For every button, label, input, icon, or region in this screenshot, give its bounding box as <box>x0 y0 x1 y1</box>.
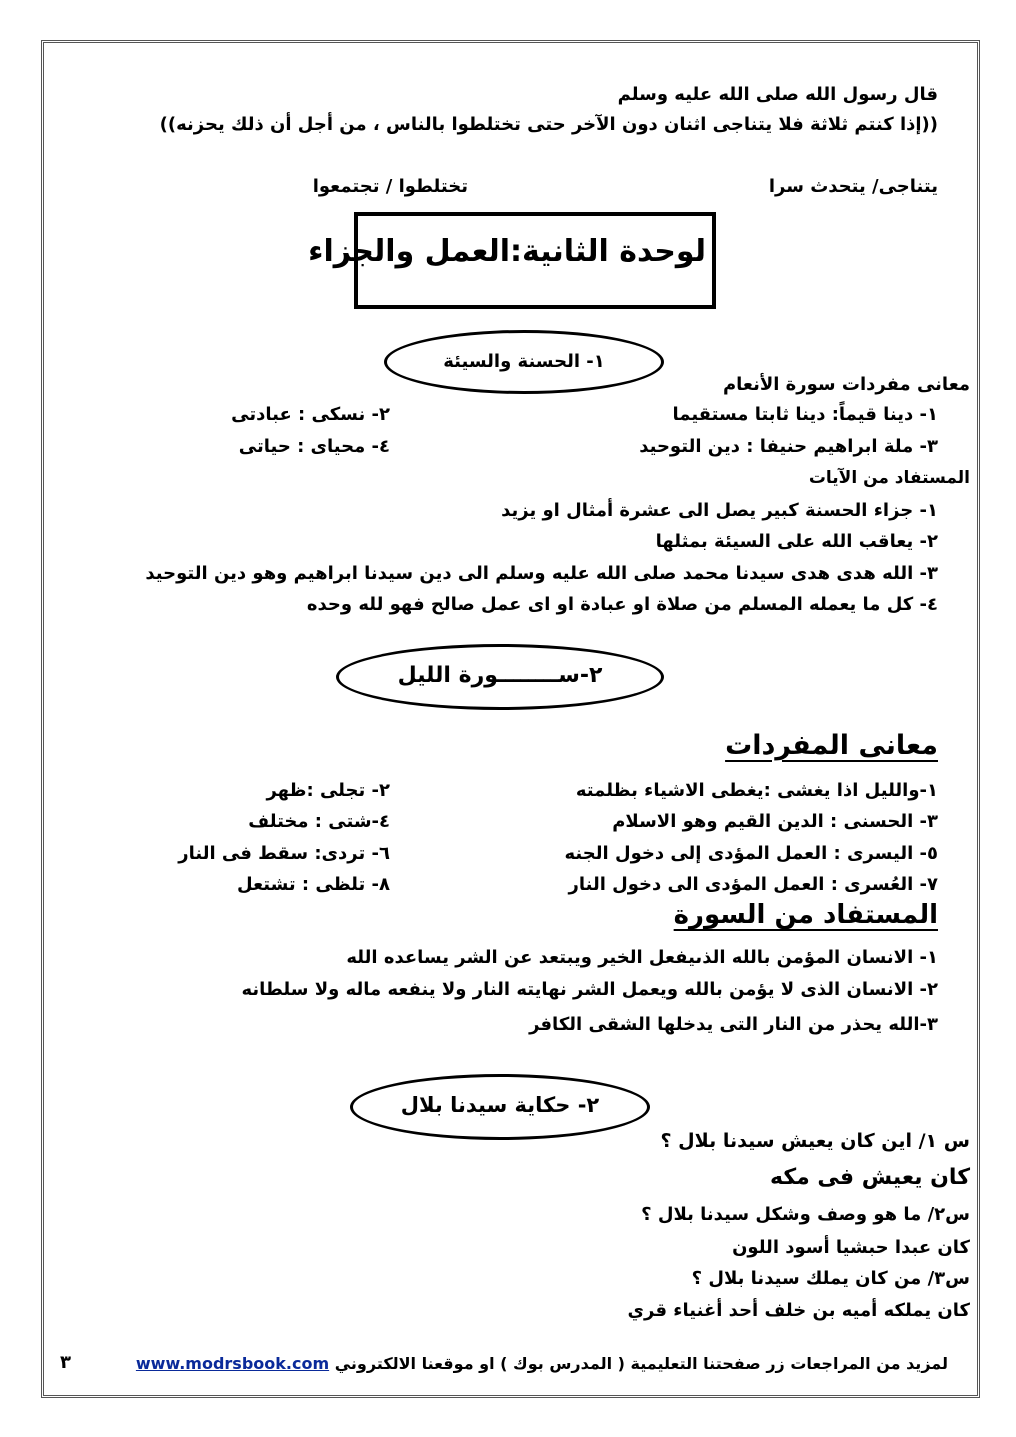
lesson-2-benefits-heading: المستفاد من السورة <box>673 900 938 930</box>
lesson-1-benefit-3: ٣- الله هدى هدى سيدنا محمد صلى الله عليه وسلم الى دين سيدنا ابراهيم وهو دين التوحيد <box>145 563 938 584</box>
answer-1: كان يعيش فى مكه <box>770 1165 970 1190</box>
hadith-text: ((إذا كنتم ثلاثة فلا يتناجى اثنان دون الآخر حتى تختلطوا بالناس ، من أجل أن ذلك يحزنه)) <box>159 114 938 135</box>
lesson-2-vocab-4: ٤-شتى : مختلف <box>248 811 390 832</box>
lesson-1-benefit-1: ١- جزاء الحسنة كبير يصل الى عشرة أمثال او يزيد <box>501 500 938 521</box>
hadith-word-1: يتناجى/ يتحدث سرا <box>768 176 938 197</box>
lesson-1-vocab-2: ٢- نسكى : عبادتى <box>231 404 390 425</box>
lesson-1-vocab-heading: معانى مفردات سورة الأنعام <box>722 374 970 395</box>
lesson-2-benefit-3: ٣-الله يحذر من النار التى يدخلها الشقى الكافر <box>529 1014 938 1035</box>
question-2: س٢/ ما هو وصف وشكل سيدنا بلال ؟ <box>641 1204 970 1225</box>
lesson-2-vocab-7: ٧- العُسرى : العمل المؤدى الى دخول النار <box>568 874 938 895</box>
lesson-1-benefit-4: ٤- كل ما يعمله المسلم من صلاة او عبادة او اى عمل صالح فهو لله وحده <box>306 594 938 615</box>
lesson-1-title: ١- الحسنة والسيئة <box>443 351 605 372</box>
page-number: ٣ <box>60 1352 71 1373</box>
footer-link[interactable]: www.modrsbook.com <box>135 1354 330 1373</box>
footer-text: لمزيد من المراجعات زر صفحتنا التعليمية ( المدرس بوك ) او موقعنا الالكتروني <box>334 1354 948 1373</box>
lesson-2-vocab-heading: معانى المفردات <box>725 730 938 761</box>
lesson-1-vocab-4: ٤- محياى : حياتى <box>238 436 390 457</box>
answer-3: كان يملكه أميه بن خلف أحد أغنياء قري <box>627 1300 970 1321</box>
footer-note <box>136 1354 948 1373</box>
lesson-3-oval <box>350 1074 650 1140</box>
answer-2: كان عبدا حبشيا أسود اللون <box>732 1237 970 1258</box>
lesson-1-vocab-3: ٣- ملة ابراهيم حنيفا : دين التوحيد <box>639 436 938 457</box>
lesson-2-vocab-2: ٢- تجلى :ظهر <box>266 780 390 801</box>
question-3: س٣/ من كان يملك سيدنا بلال ؟ <box>691 1268 970 1289</box>
lesson-2-oval <box>336 644 664 710</box>
question-1: س ١/ اين كان يعيش سيدنا بلال ؟ <box>660 1130 970 1152</box>
lesson-2-vocab-3: ٣- الحسنى : الدين القيم وهو الاسلام <box>612 811 938 832</box>
unit-title-box <box>308 212 716 309</box>
unit-title: لوحدة الثانية:العمل والجزاء <box>308 234 706 269</box>
lesson-1-oval <box>384 330 664 394</box>
lesson-2-benefit-2: ٢- الانسان الذى لا يؤمن بالله ويعمل الشر نهايته النار ولا ينفعه ماله ولا سلطانه <box>241 979 938 1000</box>
lesson-2-vocab-8: ٨- تلظى : تشتعل <box>237 874 390 895</box>
lesson-1-benefits-heading: المستفاد من الآيات <box>808 468 970 488</box>
lesson-3-title: ٢- حكاية سيدنا بلال <box>400 1093 600 1117</box>
lesson-2-vocab-1: ١-والليل اذا يغشى :يغطى الاشياء بظلمته <box>575 780 938 801</box>
hadith-word-2: تختلطوا / تجتمعوا <box>312 176 468 197</box>
lesson-2-benefit-1: ١- الانسان المؤمن بالله الذىيفعل الخير ويبتعد عن الشر يساعده الله <box>346 947 938 968</box>
lesson-1-benefit-2: ٢- يعاقب الله على السيئة بمثلها <box>655 531 938 552</box>
lesson-1-vocab-1: ١- دينا قيماً: دينا ثابتا مستقيما <box>672 404 938 425</box>
lesson-2-title: ٢-ســــــــورة الليل <box>397 663 603 688</box>
lesson-2-vocab-6: ٦- تردى: سقط فى النار <box>178 843 390 864</box>
hadith-intro: قال رسول الله صلى الله عليه وسلم <box>617 84 938 105</box>
lesson-2-vocab-5: ٥- اليسرى : العمل المؤدى إلى دخول الجنه <box>564 843 938 864</box>
